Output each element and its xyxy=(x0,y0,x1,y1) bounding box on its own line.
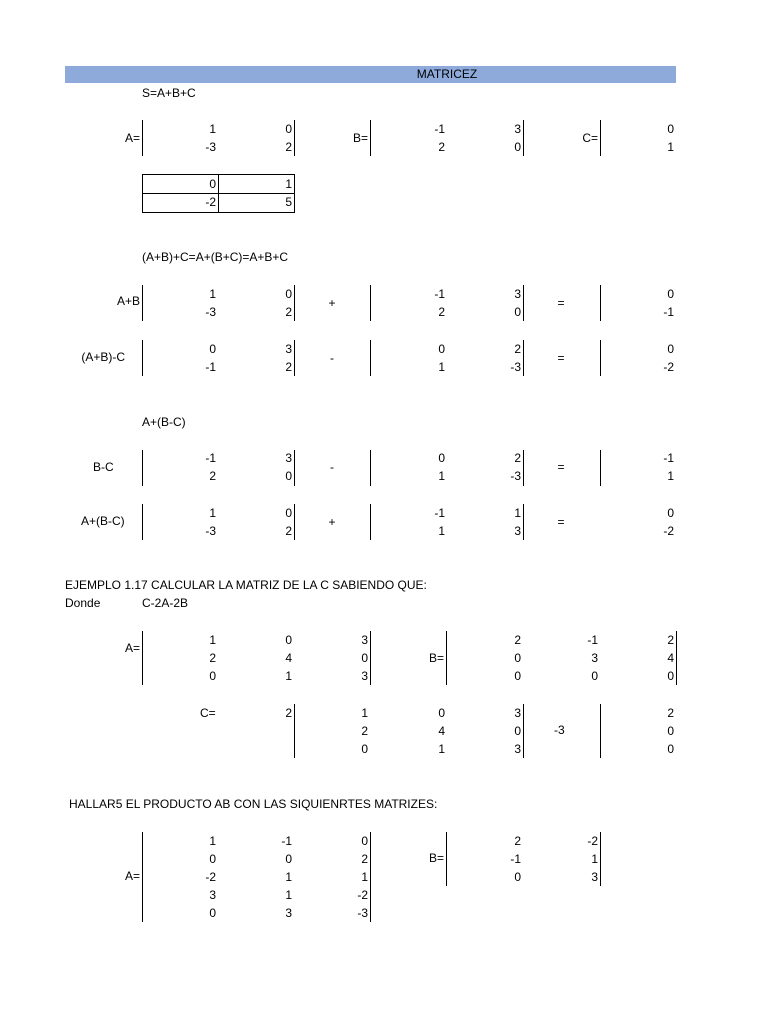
s4-c-m-cell: 2 xyxy=(361,724,368,738)
s1-b-cell: 3 xyxy=(514,122,521,136)
s2-row1-m2-cell: -1 xyxy=(434,287,445,301)
s4-c-m-cell: 0 xyxy=(438,706,445,720)
s4-a-label: A= xyxy=(124,641,140,655)
s2-row2-m1-bracket-left xyxy=(142,340,143,376)
s1-result-cell: 1 xyxy=(285,177,292,191)
s1-b-cell: 0 xyxy=(514,140,521,154)
s5-b-cell: 1 xyxy=(591,852,598,866)
s4-a-cell: 2 xyxy=(209,651,216,665)
s3-row2-m1-cell: 1 xyxy=(209,506,216,520)
s5-a-cell: 2 xyxy=(361,852,368,866)
s2-row2-m1-cell: 2 xyxy=(285,360,292,374)
equals-sign: = xyxy=(557,351,565,365)
s4-c-m-bracket-right xyxy=(523,704,524,758)
minus-operator: - xyxy=(330,351,334,365)
plus-operator: + xyxy=(328,296,336,310)
s2-row2-m2-cell: 2 xyxy=(514,342,521,356)
s2-row2-m2-cell: 0 xyxy=(438,342,445,356)
s4-formula: C-2A-2B xyxy=(142,596,189,610)
s2-row1-m1-cell: 2 xyxy=(285,305,292,319)
s3-row2-m2-cell: 3 xyxy=(514,524,521,538)
s4-a-cell: 1 xyxy=(285,669,292,683)
s4-c-m-cell: 1 xyxy=(438,742,445,756)
s5-a-cell: 0 xyxy=(361,834,368,848)
s4-b-cell: -1 xyxy=(587,633,598,647)
s2-row2-label: (A+B)-C xyxy=(81,350,125,364)
s1-b-bracket-left xyxy=(370,120,371,156)
s3-row1-res-bracket-left xyxy=(600,450,601,486)
s4-a-cell: 3 xyxy=(361,633,368,647)
s4-c-res-cell: 0 xyxy=(667,724,674,738)
s4-heading: EJEMPLO 1.17 CALCULAR LA MATRIZ DE LA C SABIENDO QUE: xyxy=(65,578,427,592)
equals-sign: = xyxy=(557,515,565,529)
s2-formula: (A+B)+C=A+(B+C)=A+B+C xyxy=(142,250,289,264)
s4-b-cell: 2 xyxy=(514,633,521,647)
s4-b-cell: 2 xyxy=(667,633,674,647)
s2-row1-m1-cell: 0 xyxy=(285,287,292,301)
s1-a-cell: -3 xyxy=(205,140,216,154)
s3-row2-m2-cell: 1 xyxy=(514,506,521,520)
s5-heading: HALLAR5 EL PRODUCTO AB CON LAS SIQUIENRTES MATRIZES: xyxy=(69,797,438,811)
page-title: MATRICEZ xyxy=(416,67,478,81)
s5-b-cell: 2 xyxy=(514,834,521,848)
s1-formula: S=A+B+C xyxy=(142,86,196,100)
s3-row1-m2-bracket-right xyxy=(523,450,524,486)
s3-row1-m2-cell: -3 xyxy=(510,469,521,483)
s4-c-m-bracket-left xyxy=(294,704,295,758)
s1-c-cell: 0 xyxy=(667,122,674,136)
s5-a-cell: 0 xyxy=(209,852,216,866)
s3-row1-res-cell: -1 xyxy=(663,451,674,465)
s5-a-bracket-left xyxy=(142,832,143,922)
equals-sign: = xyxy=(557,460,565,474)
s1-result-cell: 5 xyxy=(285,195,292,209)
s1-a-label: A= xyxy=(124,131,140,145)
s4-a-cell: 0 xyxy=(209,669,216,683)
s3-row1-m1-bracket-left xyxy=(142,450,143,486)
s4-c-scalar: 2 xyxy=(285,706,292,720)
s3-row2-m1-cell: -3 xyxy=(205,524,216,538)
s2-row2-res-bracket-left xyxy=(600,340,601,376)
s4-b-cell: 4 xyxy=(667,651,674,665)
s1-a-bracket-left xyxy=(142,120,143,156)
s3-row2-m1-cell: 2 xyxy=(285,524,292,538)
s3-formula: A+(B-C) xyxy=(142,415,186,429)
s3-row1-m2-cell: 1 xyxy=(438,469,445,483)
s5-a-cell: 1 xyxy=(285,870,292,884)
s2-row2-res-cell: -2 xyxy=(663,360,674,374)
s4-donde: Donde xyxy=(65,596,101,610)
s5-b-cell: 0 xyxy=(514,870,521,884)
s5-b-cell: -1 xyxy=(510,852,521,866)
s2-row2-m1-bracket-right xyxy=(294,340,295,376)
s2-row1-m1-cell: -3 xyxy=(205,305,216,319)
s1-a-cell: 2 xyxy=(285,140,292,154)
s4-c-label: C= xyxy=(200,706,216,720)
s4-b-cell: 0 xyxy=(514,669,521,683)
s3-row2-res-cell: 0 xyxy=(667,506,674,520)
s2-row1-m1-bracket-right xyxy=(294,285,295,321)
s4-b-cell: 0 xyxy=(514,651,521,665)
s5-a-cell: 0 xyxy=(285,852,292,866)
s3-row1-m2-cell: 0 xyxy=(438,451,445,465)
s3-row2-m1-bracket-right xyxy=(294,504,295,540)
s3-row2-res-cell: -2 xyxy=(663,524,674,538)
s3-row2-m2-bracket-right xyxy=(523,504,524,540)
s2-row1-res-cell: 0 xyxy=(667,287,674,301)
s4-c-m-cell: 0 xyxy=(514,724,521,738)
s4-b-cell: 3 xyxy=(591,651,598,665)
s3-row2-m2-cell: -1 xyxy=(434,506,445,520)
s2-row1-res-bracket-left xyxy=(600,285,601,321)
minus-operator: - xyxy=(330,460,334,474)
s3-row1-m1-cell: -1 xyxy=(205,451,216,465)
s3-row1-m1-cell: 0 xyxy=(285,469,292,483)
s3-row1-m1-cell: 2 xyxy=(209,469,216,483)
s4-b-bracket-right xyxy=(676,631,677,685)
s3-row2-m1-bracket-left xyxy=(142,504,143,540)
s3-row2-m1-cell: 0 xyxy=(285,506,292,520)
s2-row2-res-cell: 0 xyxy=(667,342,674,356)
s1-b-bracket-right xyxy=(523,120,524,156)
s4-a-cell: 1 xyxy=(209,633,216,647)
s4-b-bracket-left xyxy=(446,631,447,685)
s2-row2-m2-cell: -3 xyxy=(510,360,521,374)
s3-row2-m2-cell: 1 xyxy=(438,524,445,538)
s4-c-res-cell: 2 xyxy=(667,706,674,720)
s1-b-cell: -1 xyxy=(434,122,445,136)
s2-row2-m2-bracket-right xyxy=(523,340,524,376)
s4-a-cell: 3 xyxy=(361,669,368,683)
s1-c-label: C= xyxy=(582,131,598,145)
s4-b-label: B= xyxy=(428,651,444,665)
s1-a-cell: 1 xyxy=(209,122,216,136)
s5-a-cell: -1 xyxy=(281,834,292,848)
s3-row1-res-cell: 1 xyxy=(667,469,674,483)
s5-a-cell: -2 xyxy=(357,888,368,902)
s2-row2-m1-cell: 0 xyxy=(209,342,216,356)
s2-row1-m2-bracket-left xyxy=(370,285,371,321)
s4-b-cell: 0 xyxy=(667,669,674,683)
s5-a-cell: 3 xyxy=(209,888,216,902)
s3-row1-m1-bracket-right xyxy=(294,450,295,486)
s4-c-m-cell: 1 xyxy=(361,706,368,720)
s5-a-cell: 3 xyxy=(285,906,292,920)
s1-a-bracket-right xyxy=(294,120,295,156)
s1-b-label: B= xyxy=(352,131,368,145)
s4-c-m-cell: 3 xyxy=(514,706,521,720)
s5-b-bracket-left xyxy=(446,832,447,886)
s3-row1-label: B-C xyxy=(93,460,114,474)
s5-a-cell: 0 xyxy=(209,906,216,920)
s2-row2-m2-cell: 1 xyxy=(438,360,445,374)
s1-a-cell: 0 xyxy=(285,122,292,136)
s2-row1-label: A+B xyxy=(116,294,140,308)
s5-a-cell: 1 xyxy=(285,888,292,902)
s4-c-res-cell: 0 xyxy=(667,742,674,756)
s1-result-vline xyxy=(218,174,219,212)
equals-sign: = xyxy=(557,296,565,310)
s3-row1-m2-bracket-left xyxy=(370,450,371,486)
s2-row1-m2-cell: 3 xyxy=(514,287,521,301)
s5-a-label: A= xyxy=(124,869,140,883)
s5-b-cell: -2 xyxy=(587,834,598,848)
s4-c-res-bracket-left xyxy=(600,704,601,758)
s2-row2-m2-bracket-left xyxy=(370,340,371,376)
s2-row1-res-cell: -1 xyxy=(663,305,674,319)
s2-row1-m2-cell: 0 xyxy=(514,305,521,319)
s2-row1-m1-cell: 1 xyxy=(209,287,216,301)
s2-row1-m1-bracket-left xyxy=(142,285,143,321)
s4-c-neg: -3 xyxy=(554,723,565,737)
s4-c-m-cell: 4 xyxy=(438,724,445,738)
s4-a-bracket-left xyxy=(142,631,143,685)
s3-row1-m1-cell: 3 xyxy=(285,451,292,465)
s5-a-cell: 1 xyxy=(209,834,216,848)
s2-row1-m2-cell: 2 xyxy=(438,305,445,319)
s5-b-cell: 3 xyxy=(591,870,598,884)
s1-c-bracket-left xyxy=(600,120,601,156)
s3-row1-m2-cell: 2 xyxy=(514,451,521,465)
s4-a-bracket-right xyxy=(370,631,371,685)
s2-row2-m1-cell: -1 xyxy=(205,360,216,374)
s1-result-cell: 0 xyxy=(209,177,216,191)
s5-a-cell: -3 xyxy=(357,906,368,920)
s5-a-cell: -2 xyxy=(205,870,216,884)
s4-a-cell: 4 xyxy=(285,651,292,665)
s3-row2-m2-bracket-left xyxy=(370,504,371,540)
plus-operator: + xyxy=(328,515,336,529)
s5-a-bracket-right xyxy=(370,832,371,922)
s2-row2-m1-cell: 3 xyxy=(285,342,292,356)
s4-c-m-cell: 3 xyxy=(514,742,521,756)
s2-row1-m2-bracket-right xyxy=(523,285,524,321)
s1-result-cell: -2 xyxy=(205,195,216,209)
s4-b-cell: 0 xyxy=(591,669,598,683)
s1-b-cell: 2 xyxy=(438,140,445,154)
s4-a-cell: 0 xyxy=(285,633,292,647)
s5-b-label: B= xyxy=(428,851,444,865)
s5-b-bracket-right xyxy=(600,832,601,886)
s4-c-m-cell: 0 xyxy=(361,742,368,756)
s1-c-cell: 1 xyxy=(667,140,674,154)
s4-a-cell: 0 xyxy=(361,651,368,665)
s3-row2-label: A+(B-C) xyxy=(81,514,125,528)
s5-a-cell: 1 xyxy=(361,870,368,884)
